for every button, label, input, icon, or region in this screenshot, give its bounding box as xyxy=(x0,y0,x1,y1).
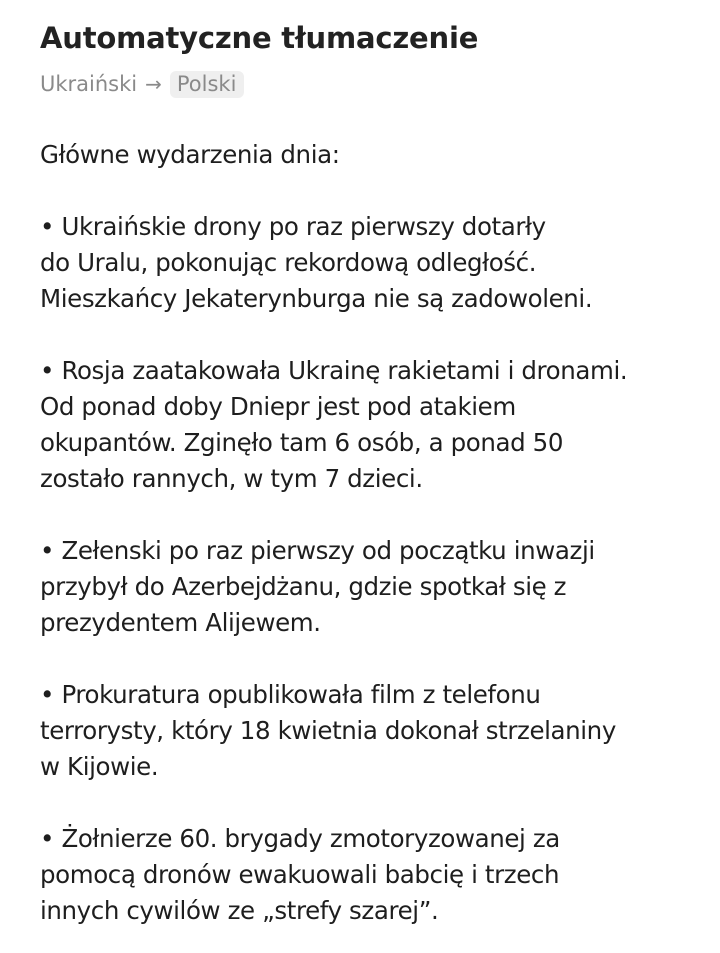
text-line: przybył do Azerbejdżanu, gdzie spotkał się z xyxy=(40,572,567,601)
arrow-right-icon: → xyxy=(145,72,162,96)
text-line: zostało rannych, w tym 7 dzieci. xyxy=(40,464,423,493)
list-item xyxy=(40,821,700,929)
text-line: w Kijowie. xyxy=(40,752,159,781)
translation-panel xyxy=(40,18,700,929)
text-line: • Rosja zaatakowała Ukrainę rakietami i dronami. xyxy=(40,356,628,385)
text-line: Od ponad doby Dniepr jest pod atakiem xyxy=(40,392,516,421)
list-item xyxy=(40,353,700,497)
list-item xyxy=(40,677,700,785)
list-item xyxy=(40,533,700,641)
text-line: • Ukraińskie drony po raz pierwszy dotarły xyxy=(40,212,546,241)
text-line: • Żołnierze 60. brygady zmotoryzowanej za xyxy=(40,824,560,853)
list-item xyxy=(40,209,700,317)
text-line: • Prokuratura opublikowała film z telefonu xyxy=(40,680,541,709)
text-line: Mieszkańcy Jekaterynburga nie są zadowoleni. xyxy=(40,284,593,313)
language-selector xyxy=(40,68,700,100)
summary-heading: Główne wydarzenia dnia: xyxy=(40,140,340,169)
source-language[interactable]: Ukraiński xyxy=(40,72,138,96)
panel-title: Automatyczne tłumaczenie xyxy=(40,21,479,55)
text-line: innych cywilów ze „strefy szarej”. xyxy=(40,896,439,925)
text-line: prezydentem Alijewem. xyxy=(40,608,321,637)
text-line: terrorysty, który 18 kwietnia dokonał strzelaniny xyxy=(40,716,616,745)
text-line: • Zełenski po raz pierwszy od początku inwazji xyxy=(40,536,595,565)
translated-text xyxy=(40,137,700,929)
text-line: okupantów. Zginęło tam 6 osób, a ponad 50 xyxy=(40,428,564,457)
target-language[interactable]: Polski xyxy=(170,71,245,98)
text-line: do Uralu, pokonując rekordową odległość. xyxy=(40,248,537,277)
text-line: pomocą dronów ewakuowali babcię i trzech xyxy=(40,860,560,889)
